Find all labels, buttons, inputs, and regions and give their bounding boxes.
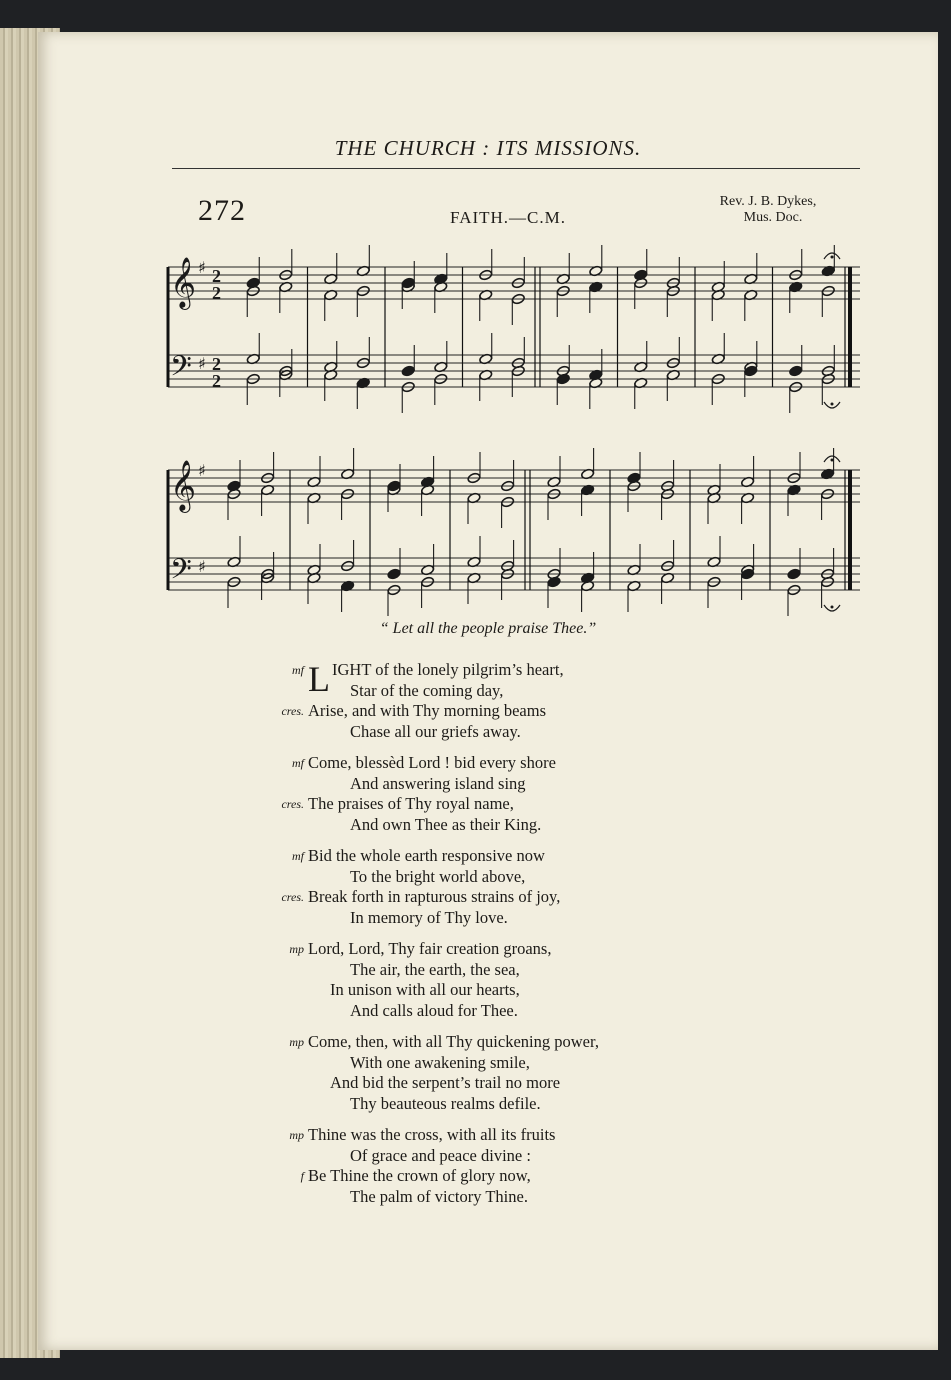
fermata-top-dot bbox=[831, 459, 834, 462]
time-signature-denominator: 2 bbox=[212, 283, 221, 303]
verse-line-text: Thy beauteous realms defile. bbox=[350, 1093, 541, 1113]
verse-line bbox=[281, 794, 808, 815]
verse-line bbox=[308, 1094, 808, 1115]
verse-line bbox=[308, 774, 808, 795]
verse-line-text: And bid the serpent’s trail no more bbox=[330, 1073, 561, 1092]
bass-clef: 𝄢 bbox=[170, 553, 192, 593]
verse-line-text: The palm of victory Thine. bbox=[350, 1186, 528, 1206]
music-system-1 bbox=[160, 237, 870, 417]
verse-6 bbox=[289, 1125, 808, 1207]
note-head bbox=[789, 365, 803, 377]
treble-clef: 𝄞 bbox=[170, 257, 197, 308]
verse-line-text: Come, blessèd Lord ! bid every shore bbox=[308, 753, 556, 772]
fermata-bottom-dot bbox=[831, 606, 834, 609]
verse-1 bbox=[281, 659, 808, 742]
verse-line-text: Arise, and with Thy morning beams bbox=[308, 701, 546, 720]
verse-line bbox=[308, 1146, 808, 1167]
running-head: THE CHURCH : ITS MISSIONS. bbox=[334, 136, 642, 160]
dynamic-marking: mp bbox=[289, 1128, 304, 1142]
verse-line bbox=[308, 1053, 808, 1074]
key-signature: ♯ bbox=[198, 258, 206, 277]
verse-line bbox=[289, 939, 808, 960]
verse-4 bbox=[289, 939, 808, 1021]
verse-line bbox=[292, 753, 808, 774]
verse-line-text: Chase all our griefs away. bbox=[350, 721, 521, 741]
verse-line bbox=[289, 1032, 808, 1053]
bass-clef: 𝄢 bbox=[170, 350, 192, 390]
verse-line bbox=[308, 815, 808, 836]
verse-line-text: And own Thee as their King. bbox=[350, 814, 542, 834]
verse-line bbox=[308, 867, 808, 888]
motto: “ Let all the people praise Thee.” bbox=[379, 620, 597, 637]
dynamic-marking: mf bbox=[292, 663, 304, 677]
hymn-verses bbox=[281, 659, 808, 1218]
verse-line bbox=[289, 1125, 808, 1146]
hymn-number: 272 bbox=[198, 194, 246, 227]
verse-5 bbox=[289, 1032, 808, 1114]
verse-line-text: Thine was the cross, with all its fruits bbox=[308, 1125, 556, 1144]
dynamic-marking: mf bbox=[292, 849, 304, 863]
note-head bbox=[387, 568, 401, 580]
verse-line bbox=[308, 1187, 808, 1208]
note-head bbox=[787, 568, 801, 580]
verse-line-text: And calls aloud for Thee. bbox=[350, 1000, 518, 1020]
verse-line-text: And answering island sing bbox=[350, 773, 526, 793]
verse-line bbox=[308, 960, 808, 981]
dynamic-marking: mp bbox=[289, 942, 304, 956]
verse-line-text: Star of the coming day, bbox=[350, 680, 504, 700]
composer-name: Rev. J. B. Dykes, bbox=[719, 194, 817, 209]
verse-line bbox=[300, 1166, 808, 1187]
verse-line bbox=[281, 887, 808, 908]
verse-line bbox=[308, 980, 808, 1001]
composer-degree: Mus. Doc. bbox=[743, 210, 803, 225]
verse-line bbox=[308, 908, 808, 929]
verse-line-text: Bid the whole earth responsive now bbox=[308, 846, 545, 865]
verse-line bbox=[308, 722, 808, 743]
verse-line-text: Of grace and peace divine : bbox=[350, 1145, 531, 1165]
key-signature: ♯ bbox=[198, 461, 206, 480]
dynamic-marking: mf bbox=[292, 756, 304, 770]
verse-line bbox=[281, 701, 808, 722]
header-rule bbox=[172, 168, 860, 169]
verse-line-text: Be Thine the crown of glory now, bbox=[308, 1166, 531, 1185]
hymnal-page bbox=[38, 32, 938, 1350]
verse-line-text: IGHT of the lonely pilgrim’s heart, bbox=[332, 660, 564, 679]
drop-cap: L bbox=[308, 659, 330, 699]
verse-line bbox=[292, 846, 808, 867]
dynamic-marking: mp bbox=[289, 1035, 304, 1049]
verse-line bbox=[308, 1001, 808, 1022]
dynamic-marking: cres. bbox=[281, 890, 304, 904]
verse-line-text: Break forth in rapturous strains of joy, bbox=[308, 887, 561, 906]
dynamic-marking: cres. bbox=[281, 797, 304, 811]
key-signature: ♯ bbox=[198, 354, 206, 373]
verse-line-text: The air, the earth, the sea, bbox=[350, 959, 520, 979]
key-signature: ♯ bbox=[198, 557, 206, 576]
verse-3 bbox=[281, 846, 808, 928]
verse-line-text: In memory of Thy love. bbox=[350, 907, 508, 927]
music-system-2 bbox=[160, 440, 870, 620]
dynamic-marking: cres. bbox=[281, 704, 304, 718]
verse-line bbox=[308, 1073, 808, 1094]
dynamic-marking: f bbox=[300, 1169, 304, 1183]
fermata-top-dot bbox=[831, 256, 834, 259]
note-head bbox=[401, 365, 415, 377]
verse-line bbox=[308, 681, 808, 702]
verse-line-text: To the bright world above, bbox=[350, 866, 526, 886]
verse-line-text: In unison with all our hearts, bbox=[330, 980, 520, 999]
verse-line-text: Lord, Lord, Thy fair creation groans, bbox=[308, 939, 552, 958]
treble-clef: 𝄞 bbox=[170, 460, 197, 511]
fermata-bottom-dot bbox=[831, 403, 834, 406]
verse-line-text: Come, then, with all Thy quickening power, bbox=[308, 1032, 599, 1051]
verse-2 bbox=[281, 753, 808, 835]
tune-name: FAITH.—C.M. bbox=[450, 208, 566, 227]
time-signature-numerator: 2 bbox=[212, 354, 221, 374]
verse-line-text: With one awakening smile, bbox=[350, 1052, 530, 1072]
verse-line-text: The praises of Thy royal name, bbox=[308, 794, 514, 813]
time-signature-numerator: 2 bbox=[212, 266, 221, 286]
time-signature-denominator: 2 bbox=[212, 371, 221, 391]
composer-credit bbox=[678, 194, 858, 226]
